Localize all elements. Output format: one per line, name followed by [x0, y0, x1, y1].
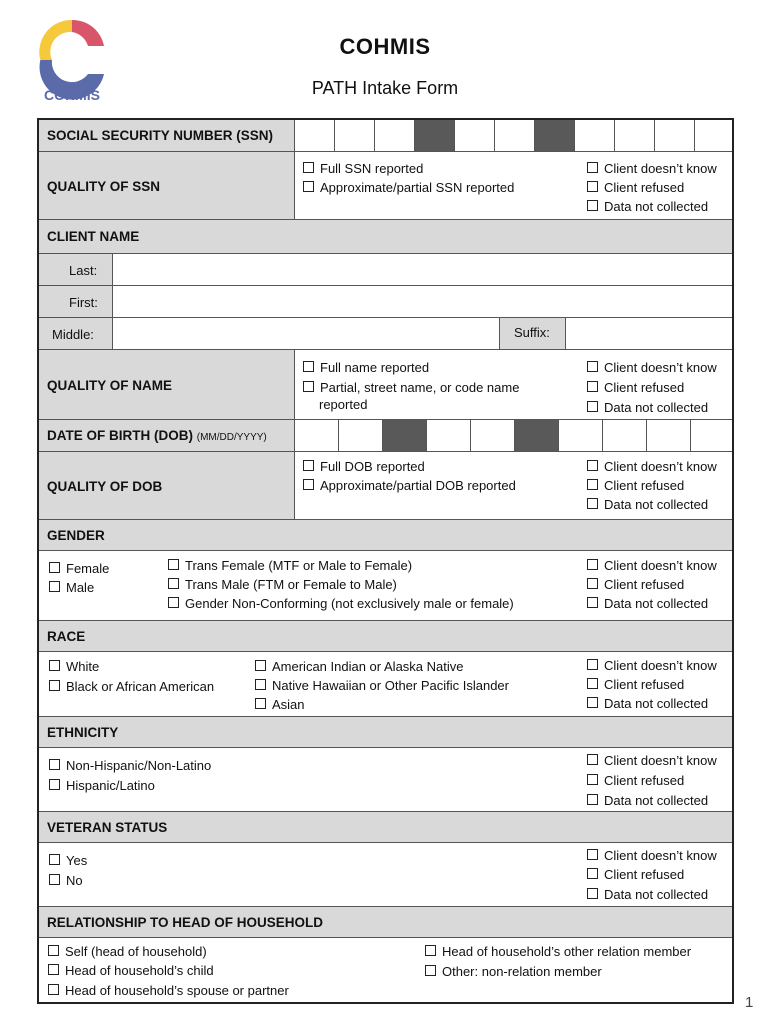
dob-full-option[interactable]: Full DOB reported: [303, 457, 425, 476]
client-name-label: CLIENT NAME: [47, 229, 140, 244]
ssn-digit-4[interactable]: [455, 120, 495, 151]
dob-status-refused[interactable]: Client refused: [587, 476, 684, 495]
checkbox[interactable]: [587, 460, 598, 471]
ssn-label: SOCIAL SECURITY NUMBER (SSN): [47, 128, 274, 143]
dob-row: [39, 420, 732, 452]
checkbox[interactable]: [49, 854, 60, 865]
first-name-label: First:: [69, 295, 98, 310]
checkbox[interactable]: [587, 597, 598, 608]
veteran-yes[interactable]: Yes: [49, 851, 87, 870]
gender-status-dont-know[interactable]: Client doesn’t know: [587, 556, 717, 575]
checkbox[interactable]: [168, 597, 179, 608]
checkbox[interactable]: [587, 578, 598, 589]
checkbox[interactable]: [49, 680, 60, 691]
checkbox[interactable]: [587, 678, 598, 689]
last-name-row: [39, 254, 732, 286]
checkbox[interactable]: [587, 181, 598, 192]
checkbox[interactable]: [587, 381, 598, 392]
checkbox[interactable]: [587, 401, 598, 412]
checkbox[interactable]: [425, 945, 436, 956]
intake-form: [37, 118, 734, 1004]
checkbox[interactable]: [49, 874, 60, 885]
ssn-status-refused[interactable]: Client refused: [587, 178, 684, 197]
name-quality-row: [39, 350, 732, 420]
gender-status-not-collected[interactable]: Data not collected: [587, 594, 708, 613]
gender-male[interactable]: Male: [49, 578, 94, 597]
checkbox[interactable]: [303, 361, 314, 372]
checkbox[interactable]: [587, 868, 598, 879]
checkbox[interactable]: [49, 581, 60, 592]
race-header: [39, 621, 732, 652]
checkbox[interactable]: [255, 660, 266, 671]
ssn-digit-3[interactable]: [375, 120, 415, 151]
veteran-status-refused[interactable]: Client refused: [587, 865, 684, 884]
dob-day-2[interactable]: [471, 420, 515, 451]
relationship-options-row: [39, 938, 732, 1002]
relationship-non-relation[interactable]: Other: non-relation member: [425, 962, 602, 981]
checkbox[interactable]: [587, 849, 598, 860]
logo-text: COHMIS: [44, 87, 100, 103]
dob-partial-option[interactable]: Approximate/partial DOB reported: [303, 476, 516, 495]
ssn-quality-label: QUALITY OF SSN: [47, 179, 161, 194]
gender-female[interactable]: Female: [49, 559, 109, 578]
relationship-header: [39, 907, 732, 938]
race-label: RACE: [47, 629, 86, 644]
dob-month-2[interactable]: [339, 420, 383, 451]
veteran-header: [39, 812, 732, 843]
name-partial-option-cont: reported: [319, 397, 368, 412]
relationship-spouse[interactable]: Head of household’s spouse or partner: [48, 981, 289, 1000]
gender-non-conforming[interactable]: Gender Non-Conforming (not exclusively male or female): [168, 594, 514, 613]
ssn-digit-5[interactable]: [495, 120, 535, 151]
ethnicity-options-row: [39, 748, 732, 812]
checkbox[interactable]: [587, 479, 598, 490]
ssn-digit-6[interactable]: [575, 120, 615, 151]
checkbox[interactable]: [303, 381, 314, 392]
page-number: 1: [745, 994, 754, 1011]
dob-year-4[interactable]: [691, 420, 732, 451]
checkbox[interactable]: [49, 759, 60, 770]
relationship-self[interactable]: Self (head of household): [48, 942, 207, 961]
race-status-not-collected[interactable]: Data not collected: [587, 694, 708, 713]
dob-month-1[interactable]: [295, 420, 339, 451]
ssn-digit-8[interactable]: [655, 120, 695, 151]
checkbox[interactable]: [425, 965, 436, 976]
gender-trans-female[interactable]: Trans Female (MTF or Male to Female): [168, 556, 412, 575]
ethnicity-label: ETHNICITY: [47, 725, 119, 740]
veteran-status-dont-know[interactable]: Client doesn’t know: [587, 846, 717, 865]
dob-status-not-collected[interactable]: Data not collected: [587, 495, 708, 514]
dob-status-dont-know[interactable]: Client doesn’t know: [587, 457, 717, 476]
checkbox[interactable]: [168, 578, 179, 589]
race-status-refused[interactable]: Client refused: [587, 675, 684, 694]
ssn-separator-1: [415, 120, 455, 151]
dob-year-1[interactable]: [559, 420, 603, 451]
client-name-header: [39, 220, 732, 254]
race-white[interactable]: White: [49, 657, 99, 676]
name-partial-option[interactable]: Partial, street name, or code name: [303, 378, 519, 397]
name-status-dont-know[interactable]: Client doesn’t know: [587, 358, 717, 377]
gender-header: [39, 520, 732, 551]
checkbox[interactable]: [587, 361, 598, 372]
ssn-digit-7[interactable]: [615, 120, 655, 151]
checkbox[interactable]: [303, 460, 314, 471]
checkbox[interactable]: [49, 660, 60, 671]
relationship-child[interactable]: Head of household’s child: [48, 961, 214, 980]
dob-quality-row: [39, 452, 732, 520]
checkbox[interactable]: [587, 162, 598, 173]
page-title: COHMIS: [339, 34, 431, 59]
checkbox[interactable]: [48, 945, 59, 956]
checkbox[interactable]: [48, 984, 59, 995]
ssn-full-option[interactable]: Full SSN reported: [303, 159, 423, 178]
dob-quality-label: QUALITY OF DOB: [47, 479, 163, 494]
veteran-status-not-collected[interactable]: Data not collected: [587, 885, 708, 904]
checkbox[interactable]: [587, 774, 598, 785]
checkbox[interactable]: [587, 794, 598, 805]
ethnicity-hispanic[interactable]: Hispanic/Latino: [49, 776, 155, 795]
ssn-digit-9[interactable]: [695, 120, 732, 151]
ssn-partial-option[interactable]: Approximate/partial SSN reported: [303, 178, 514, 197]
race-options-row: [39, 652, 732, 717]
last-name-label: Last:: [69, 263, 98, 278]
gender-options-row: [39, 551, 732, 621]
checkbox[interactable]: [587, 498, 598, 509]
gender-status-refused[interactable]: Client refused: [587, 575, 684, 594]
checkbox[interactable]: [255, 698, 266, 709]
dob-year-2[interactable]: [603, 420, 647, 451]
race-black[interactable]: Black or African American: [49, 677, 214, 696]
suffix-field[interactable]: [566, 318, 732, 349]
ethnicity-status-refused[interactable]: Client refused: [587, 771, 684, 790]
dob-separator-1: [383, 420, 427, 451]
ssn-status-not-collected[interactable]: Data not collected: [587, 197, 708, 216]
last-name-field[interactable]: [113, 254, 732, 285]
ssn-digit-1[interactable]: [295, 120, 335, 151]
checkbox[interactable]: [255, 679, 266, 690]
checkbox[interactable]: [49, 562, 60, 573]
checkbox[interactable]: [303, 162, 314, 173]
first-name-row: [39, 286, 732, 318]
ethnicity-header: [39, 717, 732, 748]
checkbox[interactable]: [49, 779, 60, 790]
ssn-quality-row: [39, 152, 732, 220]
form-subtitle: PATH Intake Form: [311, 78, 459, 98]
middle-name-field[interactable]: [113, 318, 500, 349]
ethnicity-status-not-collected[interactable]: Data not collected: [587, 791, 708, 810]
suffix-label: Suffix:: [514, 325, 550, 340]
gender-label: GENDER: [47, 528, 105, 543]
relationship-label: RELATIONSHIP TO HEAD OF HOUSEHOLD: [47, 915, 324, 930]
ssn-digit-2[interactable]: [335, 120, 375, 151]
name-full-option[interactable]: Full name reported: [303, 358, 429, 377]
ethnicity-non-hispanic[interactable]: Non-Hispanic/Non-Latino: [49, 756, 211, 775]
checkbox[interactable]: [48, 964, 59, 975]
veteran-no[interactable]: No: [49, 871, 83, 890]
checkbox[interactable]: [587, 888, 598, 899]
ethnicity-status-dont-know[interactable]: Client doesn’t know: [587, 751, 717, 770]
ssn-separator-2: [535, 120, 575, 151]
race-native-hawaiian[interactable]: Native Hawaiian or Other Pacific Islander: [255, 676, 509, 695]
checkbox[interactable]: [303, 479, 314, 490]
ssn-status-dont-know[interactable]: Client doesn’t know: [587, 159, 717, 178]
checkbox[interactable]: [168, 559, 179, 570]
checkbox[interactable]: [587, 559, 598, 570]
race-american-indian[interactable]: American Indian or Alaska Native: [255, 657, 463, 676]
middle-name-label: Middle:: [52, 327, 94, 342]
dob-separator-2: [515, 420, 559, 451]
first-name-field[interactable]: [113, 286, 732, 317]
race-status-dont-know[interactable]: Client doesn’t know: [587, 656, 717, 675]
checkbox[interactable]: [587, 659, 598, 670]
veteran-label: VETERAN STATUS: [47, 820, 168, 835]
gender-trans-male[interactable]: Trans Male (FTM or Female to Male): [168, 575, 397, 594]
checkbox[interactable]: [587, 200, 598, 211]
middle-name-row: [39, 318, 732, 350]
name-status-refused[interactable]: Client refused: [587, 378, 684, 397]
checkbox[interactable]: [587, 697, 598, 708]
dob-day-1[interactable]: [427, 420, 471, 451]
ssn-row: [39, 120, 732, 152]
checkbox[interactable]: [587, 754, 598, 765]
veteran-options-row: [39, 843, 732, 907]
race-asian[interactable]: Asian: [255, 695, 305, 714]
dob-label: DATE OF BIRTH (DOB) (MM/DD/YYYY): [47, 428, 267, 443]
name-status-not-collected[interactable]: Data not collected: [587, 398, 708, 417]
checkbox[interactable]: [303, 181, 314, 192]
relationship-other-relation[interactable]: Head of household’s other relation member: [425, 942, 691, 961]
dob-year-3[interactable]: [647, 420, 691, 451]
name-quality-label: QUALITY OF NAME: [47, 378, 173, 393]
